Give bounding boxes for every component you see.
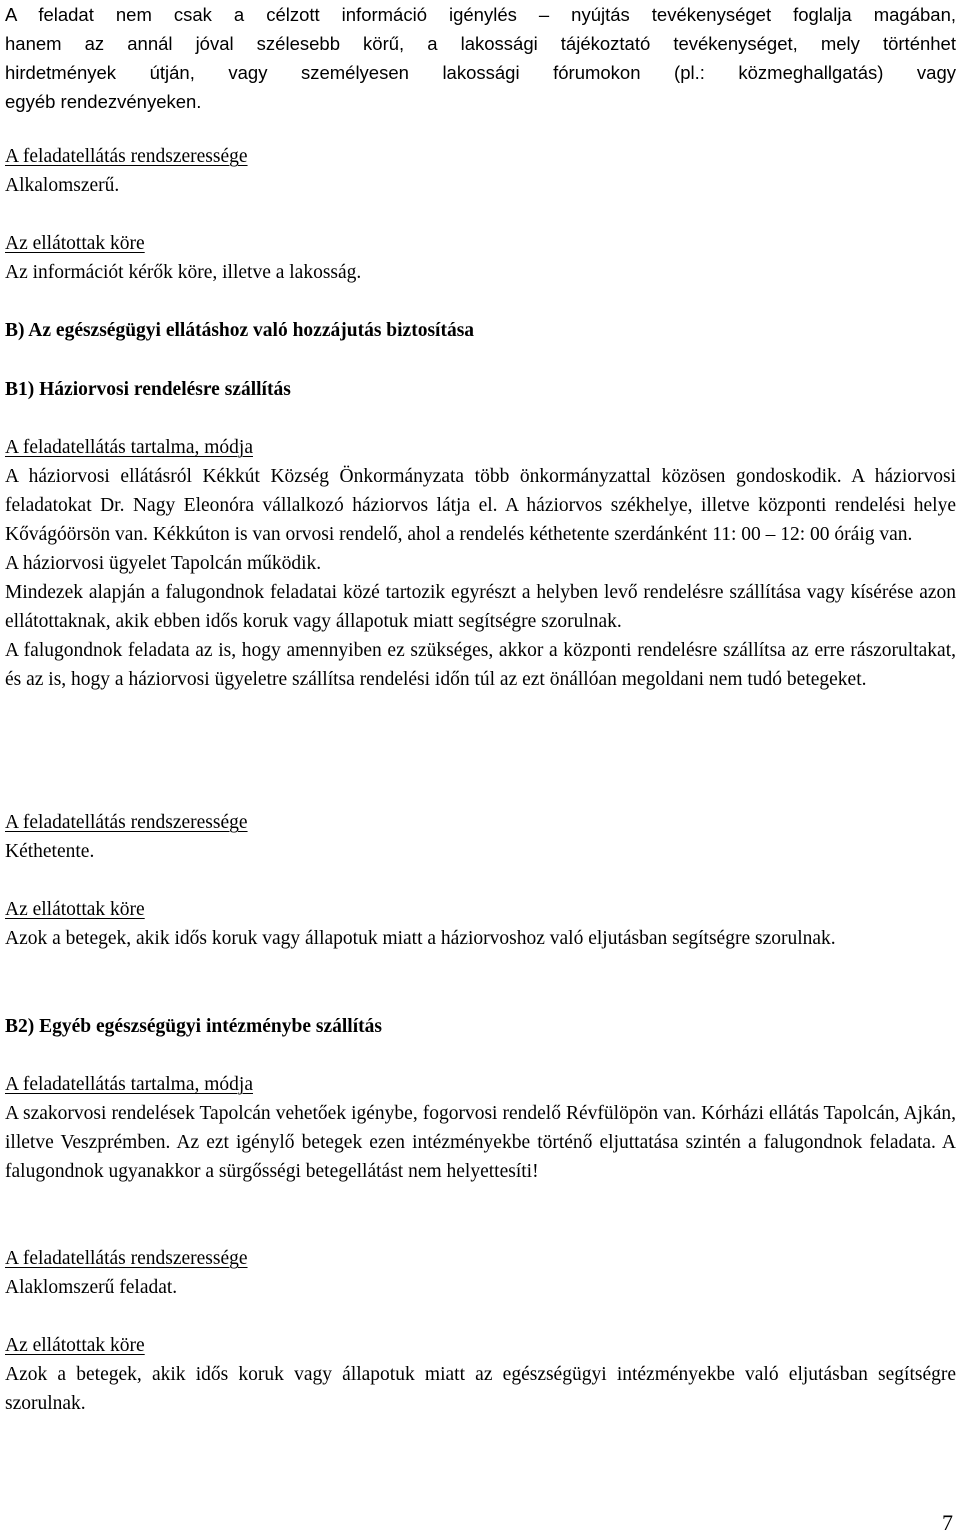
b1-recipients-heading: Az ellátottak köre [5, 899, 145, 920]
b1-content-paragraph-3: Mindezek alapján a falugondnok feladatai közé tartozik egyrészt a helyben levő rendelésre szállítása vagy kísérése azon ellátottaknak, akik ebben idős koruk vagy állapotuk miatt segítségre szorulnak. [5, 582, 956, 632]
a-recipients-heading: Az ellátottak köre [5, 233, 145, 254]
b1-content-paragraph-4: A falugondnok feladata az is, hogy amennyiben ez szükséges, akkor a központi rendelésre szállítsa az erre rászorultakat, és az is, hogy a háziorvosi ügyeletre szállítsa rendelési időn túl az ezt önállóan megoldani nem tudó betegeket. [5, 640, 956, 690]
b1-content-paragraph-1: A háziorvosi ellátásról Kékkút Község Önkormányzata több önkormányzattal közösen gondoskodik. A háziorvosi feladatokat Dr. Nagy Eleonóra vállalkozó háziorvos látja el. A háziorvos székhelye, illetve központi rendelési helye Kővágóörsön van. Kékkúton is van orvosi rendelő, ahol a rendelés kéthetente szerdánként 11: 00 – 12: 00 óráig van. [5, 466, 956, 545]
intro-line-2: hanem az annál jóval szélesebb körű, a lakossági tájékoztató tevékenységet, mely történhet [5, 33, 956, 54]
a-recipients-text: Az információt kérők köre, illetve a lakosság. [5, 262, 362, 283]
b2-title: B2) Egyéb egészségügyi intézménybe szállítás [5, 1016, 382, 1037]
b1-content-paragraph-2: A háziorvosi ügyelet Tapolcán működik. [5, 553, 322, 574]
b2-recipients-heading: Az ellátottak köre [5, 1335, 145, 1356]
intro-line-1: A feladat nem csak a célzott információ igénylés – nyújtás tevékenységet foglalja magában, [5, 4, 956, 25]
b1-frequency-text: Kéthetente. [5, 841, 95, 862]
b2-frequency-text: Alaklomszerű feladat. [5, 1277, 178, 1298]
b1-recipients-text: Azok a betegek, akik idős koruk vagy állapotuk miatt a háziorvoshoz való eljutásban segítségre szorulnak. [5, 928, 836, 949]
a-frequency-text: Alkalomszerű. [5, 175, 120, 196]
b2-content: A szakorvosi rendelések Tapolcán vehetőek igénybe, fogorvosi rendelő Révfülöpön van. Kórházi ellátás Tapolcán, Ajkán, illetve Veszprémben. Az ezt igénylő betegek ezen intézményekbe történő eljuttatása szintén a falugondnok feladata. A falugondnok ugyanakkor a sürgősségi betegellátást nem helyettesíti! [5, 1103, 956, 1182]
b1-content-heading: A feladatellátás tartalma, módja [5, 437, 253, 458]
b1-frequency-heading: A feladatellátás rendszeressége [5, 812, 248, 833]
b2-content-heading: A feladatellátás tartalma, módja [5, 1074, 253, 1095]
intro-line-3: hirdetmények útján, vagy személyesen lakossági fórumokon (pl.: közmeghallgatás) vagy [5, 62, 956, 83]
a-frequency-heading: A feladatellátás rendszeressége [5, 146, 248, 167]
b1-title: B1) Háziorvosi rendelésre szállítás [5, 379, 291, 400]
section-b-title: B) Az egészségügyi ellátáshoz való hozzájutás biztosítása [5, 320, 475, 341]
intro-line-4: egyéb rendezvényeken. [5, 91, 202, 112]
b1-content [5, 462, 956, 694]
b2-recipients-text: Azok a betegek, akik idős koruk vagy állapotuk miatt az egészségügyi intézményekbe való eljutásban segítségre szorulnak. [5, 1364, 956, 1414]
page-number: 7 [942, 1510, 953, 1535]
b2-frequency-heading: A feladatellátás rendszeressége [5, 1248, 248, 1269]
intro-paragraph [5, 0, 956, 116]
